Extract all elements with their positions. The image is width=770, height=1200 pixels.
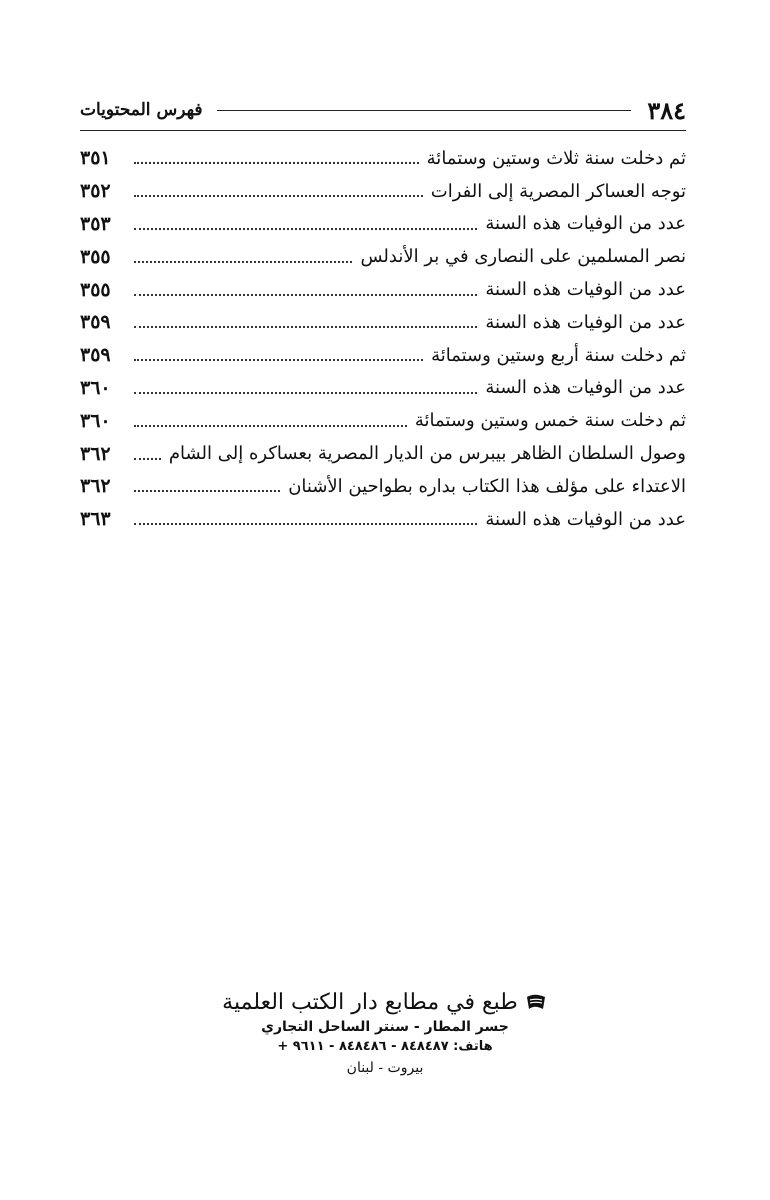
toc-entry-page: ٣٥٩ [80, 344, 111, 367]
toc-leader-dots [134, 162, 419, 164]
toc-leader-dots [134, 392, 477, 394]
page-number: ٣٨٤ [647, 95, 686, 125]
toc-entry-page: ٣٦٣ [80, 508, 111, 531]
toc-entry-title: الاعتداء على مؤلف هذا الكتاب بداره بطواحين الأشنان [288, 475, 686, 497]
toc-entry-page: ٣٥٥ [80, 278, 111, 301]
page-header [80, 92, 686, 128]
toc-leader-dots [134, 523, 477, 525]
toc-entry-title: عدد من الوفيات هذه السنة [485, 213, 686, 235]
toc-leader-dots [134, 458, 161, 460]
toc-leader-dots [134, 326, 477, 328]
publisher-logo-icon [524, 991, 548, 1015]
toc-entry [80, 240, 686, 273]
imprint-printed-at [200, 990, 570, 1015]
toc-leader-dots [134, 359, 423, 361]
toc-entry [80, 372, 686, 405]
toc-entry-page: ٣٥٩ [80, 311, 111, 334]
toc-entry-title: ثم دخلت سنة ثلاث وستين وستمائة [426, 147, 686, 169]
toc-entry [80, 503, 686, 536]
toc-leader-dots [134, 228, 477, 230]
toc-entry-title: عدد من الوفيات هذه السنة [485, 508, 686, 530]
toc-entry [80, 273, 686, 306]
toc-entry [80, 142, 686, 175]
toc-entry-title: عدد من الوفيات هذه السنة [485, 279, 686, 301]
toc-entry [80, 306, 686, 339]
toc-entry-page: ٣٥٣ [80, 212, 111, 235]
toc-entry [80, 339, 686, 372]
running-title: فهرس المحتويات [80, 100, 203, 120]
toc-entry-page: ٣٦٠ [80, 376, 111, 399]
imprint-phone: هاتف: ٨٤٨٤٨٧ - ٨٤٨٤٨٦ - ٩٦١١ + [277, 1039, 493, 1054]
toc-entry-title: نصر المسلمين على النصارى في بر الأندلس [360, 246, 686, 268]
header-divider [80, 130, 686, 131]
toc-entry-title: عدد من الوفيات هذه السنة [485, 377, 686, 399]
toc-leader-dots [134, 490, 280, 492]
toc-entry-title: وصول السلطان الظاهر بيبرس من الديار المصرية بعساكره إلى الشام [168, 443, 686, 465]
toc-entry-title: ثم دخلت سنة أربع وستين وستمائة [431, 344, 686, 366]
toc-entry-page: ٣٥١ [80, 147, 111, 170]
toc-leader-dots [134, 294, 477, 296]
toc-entry-page: ٣٦٢ [80, 442, 111, 465]
toc-entry [80, 175, 686, 208]
imprint-address: جسر المطار - سنتر الساحل التجاري [261, 1019, 509, 1035]
toc-leader-dots [134, 195, 423, 197]
toc-leader-dots [134, 261, 352, 263]
toc-leader-dots [134, 425, 407, 427]
toc-entry [80, 437, 686, 470]
header-rule [217, 110, 632, 111]
publisher-imprint [200, 990, 570, 1076]
table-of-contents [80, 142, 686, 536]
toc-entry-title: توجه العساكر المصرية إلى الفرات [430, 180, 686, 202]
toc-entry-page: ٣٥٢ [80, 180, 111, 203]
toc-entry-page: ٣٦٠ [80, 409, 111, 432]
toc-entry-page: ٣٥٥ [80, 245, 111, 268]
toc-entry-page: ٣٦٢ [80, 475, 111, 498]
toc-entry [80, 470, 686, 503]
imprint-city: بيروت - لبنان [346, 1060, 424, 1076]
toc-entry [80, 404, 686, 437]
imprint-printed-text: طبع في مطابع دار الكتب العلمية [222, 990, 518, 1015]
toc-entry-title: عدد من الوفيات هذه السنة [485, 311, 686, 333]
toc-entry-title: ثم دخلت سنة خمس وستين وستمائة [414, 410, 686, 432]
toc-entry [80, 208, 686, 241]
